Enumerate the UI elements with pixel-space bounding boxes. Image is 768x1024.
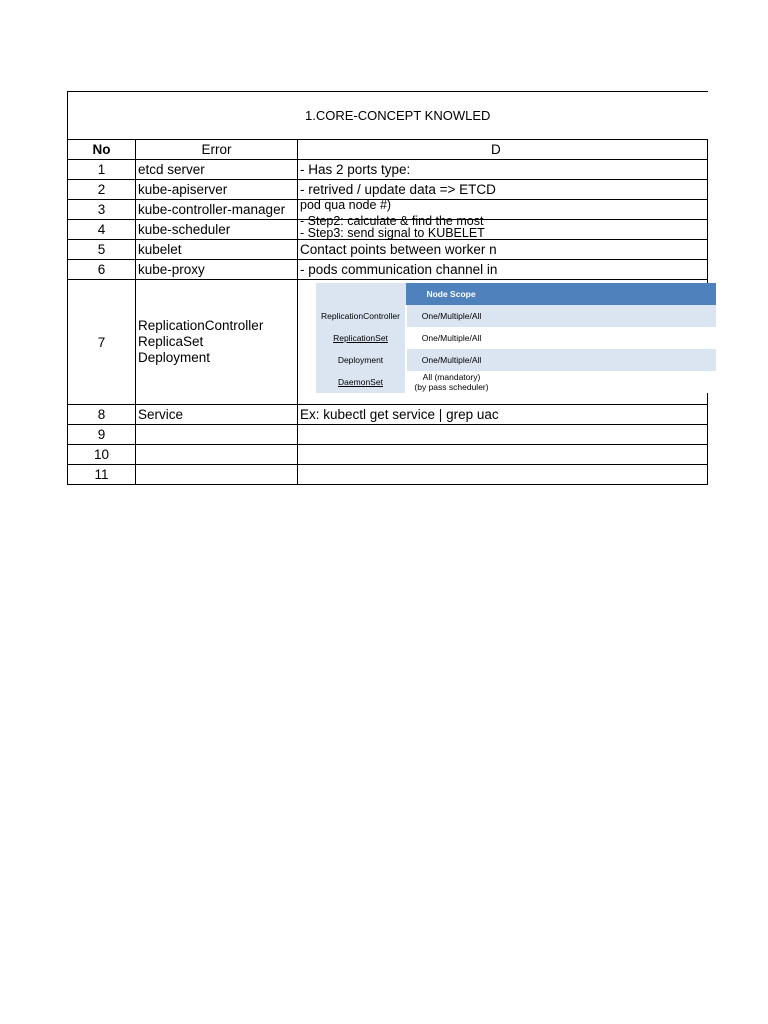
embed-header-node-scope: Node Scope [406,283,496,305]
embed-header-row [316,283,716,305]
table-row [68,260,708,280]
embed-row [316,305,716,327]
header-description[interactable]: D [298,140,708,160]
cell-no[interactable]: 10 [68,445,136,465]
cell-error[interactable]: etcd server [136,160,298,180]
embedded-image-area [298,280,707,404]
cell-no[interactable]: 3 [68,200,136,220]
cell-no[interactable]: 5 [68,240,136,260]
cell-description[interactable]: - retrived / update data => ETCD [298,180,708,200]
header-row [68,140,708,160]
cell-no[interactable]: 7 [68,280,136,405]
cell-no[interactable]: 11 [68,465,136,485]
sheet-clip-region [67,91,501,491]
cell-description-line: - Step3: send signal to KUBELET [300,226,485,240]
cell-error-line: ReplicationController [138,318,264,333]
embed-cell-overflow [496,371,716,393]
table-row [68,445,708,465]
cell-error[interactable] [136,425,298,445]
header-no[interactable]: No [68,140,136,160]
embed-cell-scope: One/Multiple/All [406,349,496,371]
embed-cell-overflow [496,327,716,349]
embed-cell-kind: ReplicationSet [316,327,406,349]
embed-header-blank [316,283,406,305]
embed-cell-kind: Deployment [316,349,406,371]
table-row [68,465,708,485]
cell-description-line: - Step2: calculate & find the most [300,214,484,228]
cell-description[interactable]: - pods communication channel in [298,260,708,280]
embed-row [316,327,716,349]
table-row [68,280,708,405]
cell-description[interactable] [298,280,708,405]
embedded-scope-table [316,283,717,393]
table-row [68,220,708,240]
cell-no[interactable]: 6 [68,260,136,280]
title-row [68,92,708,140]
cell-error-line: ReplicaSet [138,334,204,349]
cell-error[interactable]: kube-proxy [136,260,298,280]
embed-cell-overflow [496,349,716,371]
table-row [68,180,708,200]
cell-no[interactable]: 4 [68,220,136,240]
embed-row [316,349,716,371]
cell-description[interactable] [298,445,708,465]
embed-row [316,371,716,393]
cell-error[interactable] [136,280,298,405]
cell-error[interactable]: kube-apiserver [136,180,298,200]
cell-description[interactable]: Contact points between worker n [298,240,708,260]
table-row [68,240,708,260]
embed-cell-scope: All (mandatory) (by pass scheduler) [406,371,496,393]
cell-no[interactable]: 1 [68,160,136,180]
cell-description[interactable]: - Has 2 ports type: [298,160,708,180]
table-row [68,405,708,425]
cell-error-line: Deployment [138,350,211,365]
embed-cell-kind: ReplicationController [316,305,406,327]
cell-error[interactable]: kube-controller-manager [136,200,298,220]
cell-error[interactable] [136,445,298,465]
header-error[interactable]: Error [136,140,298,160]
cell-description[interactable] [298,214,708,240]
cell-error[interactable] [136,465,298,485]
cell-no[interactable]: 8 [68,405,136,425]
cell-description[interactable] [298,465,708,485]
cell-description[interactable]: Ex: kubectl get service | grep uac [298,405,708,425]
cell-description-text: pod qua node #) [300,198,392,212]
table-row [68,425,708,445]
embed-cell-scope: One/Multiple/All [406,327,496,349]
embed-cell-kind: DaemonSet [316,371,406,393]
embed-cell-scope: One/Multiple/All [406,305,496,327]
cell-error[interactable]: kubelet [136,240,298,260]
embed-cell-overflow [496,305,716,327]
embed-header-overflow [496,283,716,305]
table-row [68,160,708,180]
cell-error[interactable]: Service [136,405,298,425]
sheet-title[interactable]: 1.CORE-CONCEPT KNOWLED [68,92,708,140]
cell-description[interactable] [298,425,708,445]
cell-error[interactable]: kube-scheduler [136,220,298,240]
cell-no[interactable]: 2 [68,180,136,200]
knowledge-table [67,91,708,485]
cell-no[interactable]: 9 [68,425,136,445]
